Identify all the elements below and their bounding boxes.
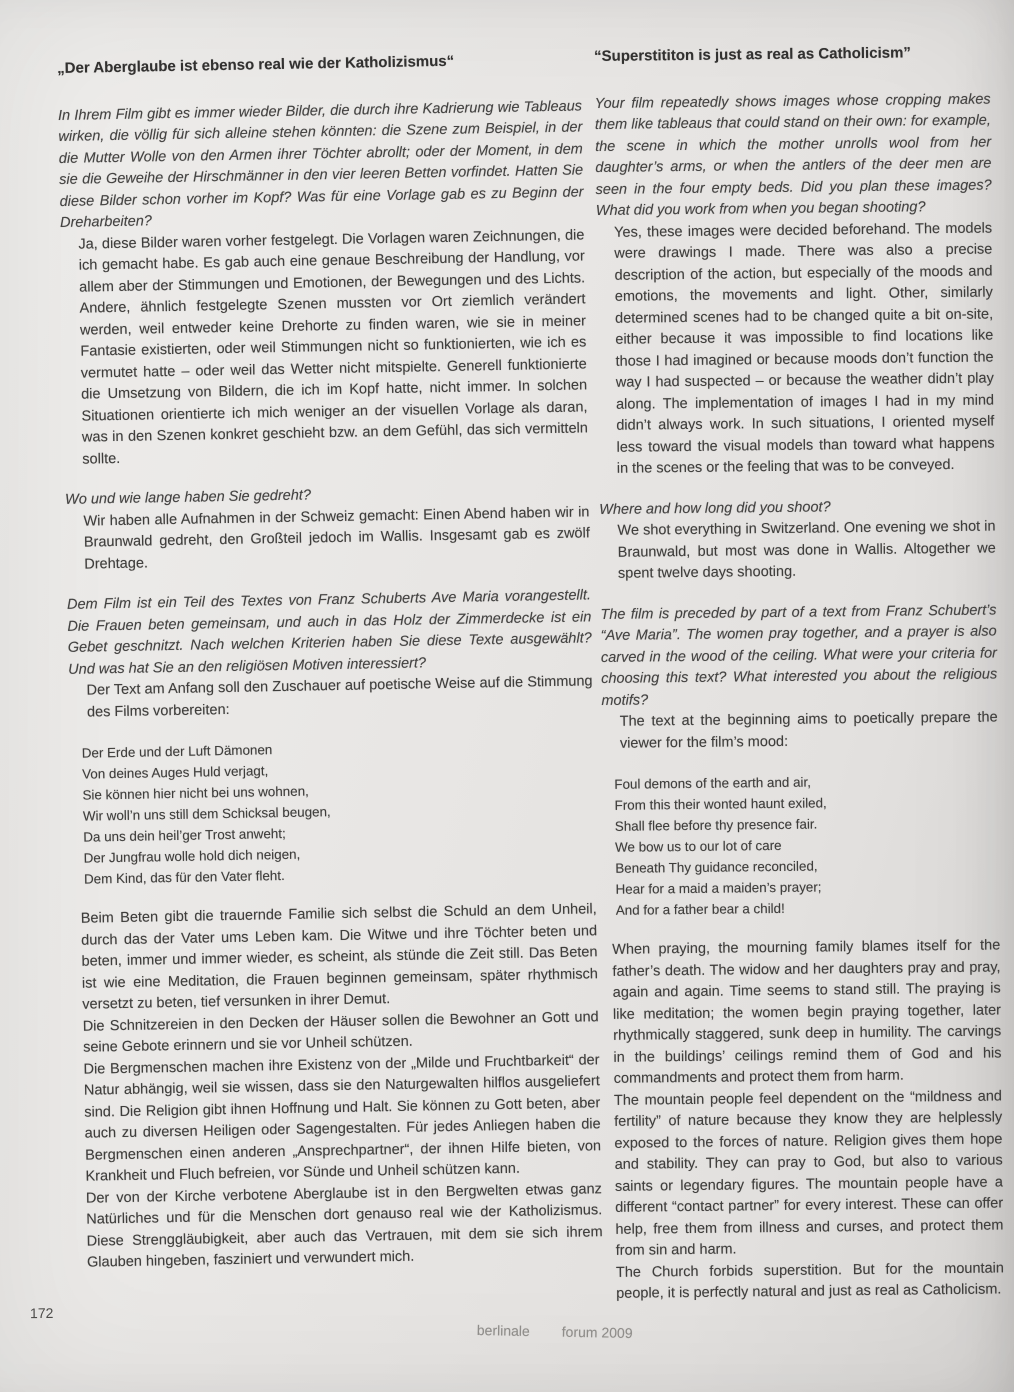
english-answer-3-intro: The text at the beginning aims to poetically prepare the viewer for the film’s mood: — [619, 709, 998, 752]
english-answer-1: Yes, these images were decided beforehand. The models were drawings I made. There was also a precise description of the action, but especially of the moods and emotions, the movements and light. Other, similarly determined scenes had to be changed quite a bit on-site, either because it was impossible to find locations like those I had imagined or because moods don’t function the way I had suspected – or because the weather didn’t play along. The implementation of images I had in my mind didn’t always work. In such situations, I oriented myself less toward the visual models than toward what happens in the scenes or the feeling that was to be conveyed. — [614, 219, 995, 477]
german-paragraph-praying: Beim Beten gibt die trauernde Familie sich selbst die Schuld an dem Unheil, durch das der Vater ums Leben kam. Die Witwe und ihre Töchter beten und beten, immer und immer wieder, es scheint, als stünde die Zeit still. Das Beten ist wie eine Meditation, die Frauen beginnen gemeinsam, später rhythmisch versetzt zu beten, tief versunken in ihrer Demut. — [80, 901, 599, 1013]
german-answer-2: Wir haben alle Aufnahmen in der Schweiz gemacht: Einen Abend haben wir in Braunwald gedreht, den Großteil jedoch im Wallis. Insgesamt gab es zwölf Drehtage. — [83, 503, 590, 573]
english-column — [594, 42, 1004, 1306]
footer — [477, 1322, 633, 1341]
berlinale-brand-text: berlinale — [476, 1322, 530, 1340]
german-answer-3-intro: Der Text am Anfang soll den Zuschauer auf poetische Weise auf die Stimmung des Films vorbereiten: — [86, 673, 593, 721]
german-question-1: In Ihrem Film gibt es immer wieder Bilder, die durch ihre Kadrierung wie Tableaus wirken, die völlig für sich alleine stehen könnten: die Szene zum Beispiel, in der die Mutter Wolle von den Armen ihrer Töchter abrollt; oder der Moment, in dem sie die Geweihe der Hirschmänner in den vier leeren Betten vorfindet. Hatten Sie diese Bilder schon vorher im Kopf? Was für eine Vorlage gab es zu Beginn der Dreharbeiten? — [57, 97, 584, 231]
forum-edition-text: forum 2009 — [561, 1323, 633, 1341]
english-paragraph-mountain-people: The mountain people feel dependent on the “mildness and fertility” of nature because they know they are helplessly exposed to the forces of nature. Religion gives them hope and stability. They can pray to God, but also to various saints or legendary figures. The mountain people have a different “contact partner” for every interest. These can offer help, free them from illness and curses, and protect them from sin and harm. — [613, 1087, 1004, 1259]
english-poem-ave-maria: Foul demons of the earth and air, From this their wonted haunt exiled, Shall flee before thy presence fair. We bow us to our lot of care Beneath Thy guidance reconciled, Hear for a maid a maiden’s prayer; And for a father bear a child! — [614, 774, 827, 918]
german-answer-1: Ja, diese Bilder waren vorher festgelegt. Die Vorlagen waren Zeichnungen, die ich gemacht habe. Es gab auch eine genaue Beschreibung der Handlung, vor allem aber der Stimmungen und Emotionen, der Bewegungen und des Lichts. Andere, ähnlich festgelegte Szenen mussten vor Ort ziemlich verändert werden, weil entweder keine Drehorte zu finden waren, wie sie in meiner Fantasie existierten, oder weil Stimmungen nicht so funktionierten, wie ich es vermutet hatte – oder weil das Wetter nicht mitspielte. Generell funktionierte die Umsetzung von Bildern, die ich im Kopf hatte, nicht immer. In solchen Situationen orientierte ich mich weniger an der visuellen Vorlage als daran, was in den Szenen konkret geschieht bzw. an dem Gefühl, das sich vermitteln sollte. — [78, 226, 589, 468]
english-answer-2: We shot everything in Switzerland. One evening we shot in Braunwald, but most was done in Wallis. Altogether we spent twelve days shooting. — [617, 518, 996, 582]
german-poem-ave-maria: Der Erde und der Luft Dämonen Von deines Auges Huld verjagt, Sie können hier nicht bei uns wohnen, Wir woll’n uns still dem Schicksal beugen, Da uns dein heil’ger Trost anweht; Der Jungfrau wolle hold dich neigen, Dem Kind, das für den Vater fleht. — [81, 742, 331, 887]
german-column — [57, 48, 603, 1274]
english-question-1: Your film repeatedly shows images whose cropping makes them like tableaus that could stand on their own: for example, the scene in which the mother unrolls wool from her daughter’s arms, or when the antlers of the deer men are seen in the four empty beds. Did you plan these images? What did you work from when you began shooting? — [594, 91, 992, 219]
page-number: 172 — [29, 1304, 54, 1322]
english-paragraph-church: The Church forbids superstition. But for the mountain people, it is perfectly natural and just as real as Catholicism. — [615, 1259, 1004, 1302]
english-question-2: Where and how long did you shoot? — [599, 498, 831, 518]
german-paragraph-mountain-people: Die Bergmenschen machen ihre Existenz von der „Milde und Fruchtbarkeit“ der Natur abhängig, weil sie wissen, dass sie den Naturgewalten hilflos ausgeliefert sind. Die Religion gibt ihnen Hoffnung und Halt. Sie können zu Gott beten, aber auch zu diversen Heiligen oder Sagengestalten. Für jedes Anliegen haben die Bergmenschen einen anderen „Ansprechpartner“, der ihnen Hilfe bieten, von Krankheit und Fluch befreien, vor Sünde und Unheil schützen kann. — [83, 1051, 602, 1185]
german-paragraph-church: Der von der Kirche verbotene Aberglaube ist in den Bergwelten etwas ganz Natürliches und für die Menschen dort genauso real wie der Katholizismus. Diese Strenggläubigkeit, aber auch das Vertrauen, mit dem sie sich ihrem Glauben hingeben, fasziniert und verwundert mich. — [85, 1180, 603, 1271]
german-question-3: Dem Film ist ein Teil des Textes von Franz Schuberts Ave Maria vorangestellt. Die Frauen beten gemeinsam, und auch in das Holz der Zimmerdecke ist ein Gebet geschnitzt. Nach welchen Kriterien haben Sie diese Texte ausgewählt? Und was hat Sie an den religiösen Motiven interessiert? — [66, 587, 592, 678]
german-question-2: Wo und wie lange haben Sie gedreht? — [64, 487, 312, 508]
german-paragraph-carvings: Die Schnitzereien in den Decken der Häuser sollen die Bewohner an Gott und seine Gebote erinnern und sie vor Unheil schützen. — [82, 1008, 599, 1056]
english-paragraph-praying: When praying, the mourning family blames itself for the father’s death. The widow and her daughters pray and pray, again and again. Time seems to stand still. The praying is like meditation; the women begin praying together, later rhythmically staggered, sunk deep in humility. The carvings in the buildings’ ceilings remind them of God and his commandments and protect them from harm. — [612, 937, 1002, 1087]
english-question-3: The film is preceded by part of a text from Franz Schubert’s “Ave Maria”. The women pray together, and a prayer is also carved in the wood of the ceiling. What were your criteria for choosing this text? What interested you about the religious motifs? — [600, 601, 998, 709]
german-heading: „Der Aberglaube ist ebenso real wie der Katholizismus“ — [57, 52, 455, 77]
english-heading: “Superstititon is just as real as Catholicism” — [594, 44, 911, 65]
